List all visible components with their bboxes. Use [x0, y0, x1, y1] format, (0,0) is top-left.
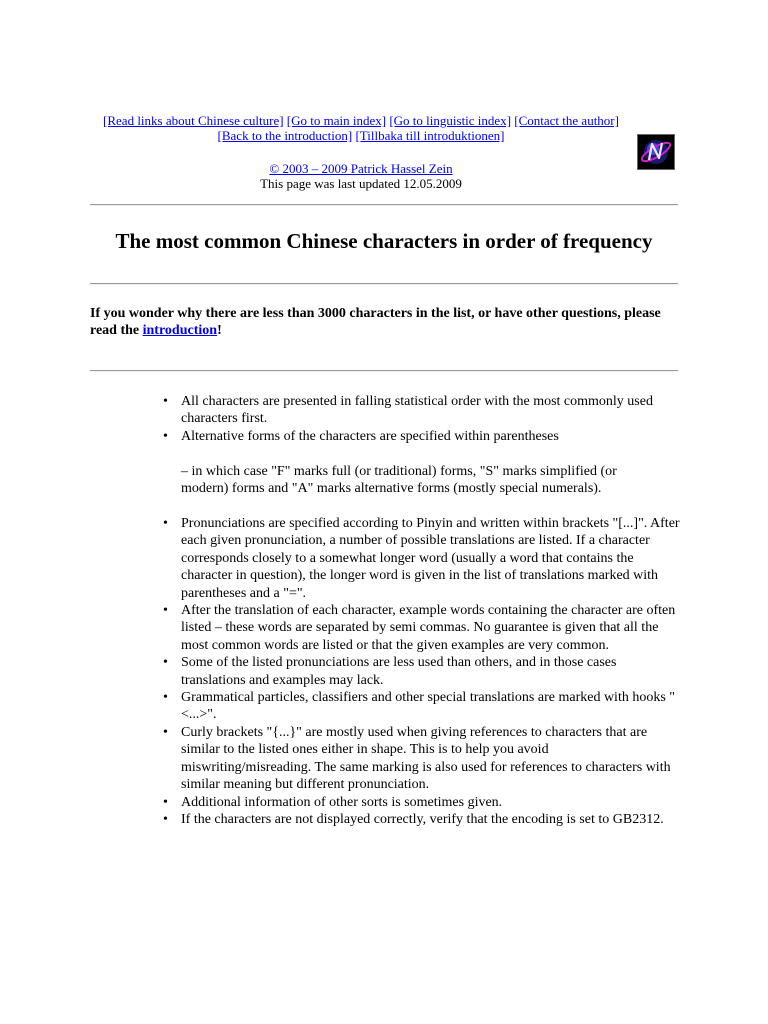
- list-item: • Some of the listed pronunciations are less used than others, and in those cases translations and examples may lack.: [181, 654, 681, 689]
- top-navigation: [0, 113, 722, 143]
- divider-top: [90, 204, 678, 206]
- intro-text: If you wonder why there are less than 3000 characters in the list, or have other questions, please read the: [90, 306, 661, 338]
- nav-link-tillbaka-introduktionen[interactable]: [Tillbaka till introduktionen]: [355, 128, 505, 143]
- copyright-link[interactable]: © 2003 – 2009 Patrick Hassel Zein: [269, 161, 453, 176]
- nav-link-linguistic-index[interactable]: [Go to linguistic index]: [389, 113, 512, 128]
- nav-row-2: [0, 128, 722, 143]
- nav-link-chinese-culture[interactable]: [Read links about Chinese culture]: [103, 113, 284, 128]
- introduction-link[interactable]: introduction: [142, 323, 218, 338]
- nav-row-1: [0, 113, 722, 128]
- divider-after-title: [90, 283, 678, 285]
- info-list-1: [163, 393, 681, 445]
- list-item: • Additional information of other sorts is sometimes given.: [181, 794, 681, 811]
- list-item: • All characters are presented in falling statistical order with the most commonly used characters first.: [181, 393, 681, 428]
- list-item: • Curly brackets "{...}" are mostly used when giving references to characters that are similar to the listed ones either in shape. This is to help you avoid miswriting/misreading. The same marking is also used for references to characters with similar meaning but different pronunciation.: [181, 724, 681, 794]
- parentheses-note: – in which case "F" marks full (or traditional) forms, "S" marks simplified (or modern) forms and "A" marks alternative forms (mostly special numerals).: [181, 464, 617, 497]
- list-item: • If the characters are not displayed correctly, verify that the encoding is set to GB2312.: [181, 811, 681, 828]
- nav-link-main-index[interactable]: [Go to main index]: [286, 113, 387, 128]
- intro-exclamation: !: [217, 323, 222, 338]
- site-logo-icon[interactable]: [637, 134, 675, 170]
- last-updated-text: This page was last updated 12.05.2009: [260, 176, 462, 191]
- intro-paragraph: [90, 305, 680, 339]
- list-item: • Alternative forms of the characters are specified within parentheses: [181, 428, 681, 445]
- copyright-block: [0, 161, 722, 191]
- info-list-2: [163, 515, 681, 828]
- list-item: • Pronunciations are specified according to Pinyin and written within brackets "[...]". After each given pronunciation, a number of possible translations are listed. If a character corresponds closely to a somewhat longer word (usually a word that contains the character in question), the longer word is given in the list of translations marked with parentheses and a "=".: [181, 515, 681, 602]
- nav-link-back-to-introduction[interactable]: [Back to the introduction]: [217, 128, 353, 143]
- divider-after-intro: [90, 370, 678, 372]
- page-title: The most common Chinese characters in order of frequency: [115, 229, 653, 253]
- list-item: • Grammatical particles, classifiers and other special translations are marked with hooks "<...>".: [181, 689, 681, 724]
- nav-link-contact-author[interactable]: [Contact the author]: [514, 113, 619, 128]
- list-item: • After the translation of each character, example words containing the character are often listed – these words are separated by semi commas. No guarantee is given that all the most common words are listed or that the given examples are very common.: [181, 602, 681, 654]
